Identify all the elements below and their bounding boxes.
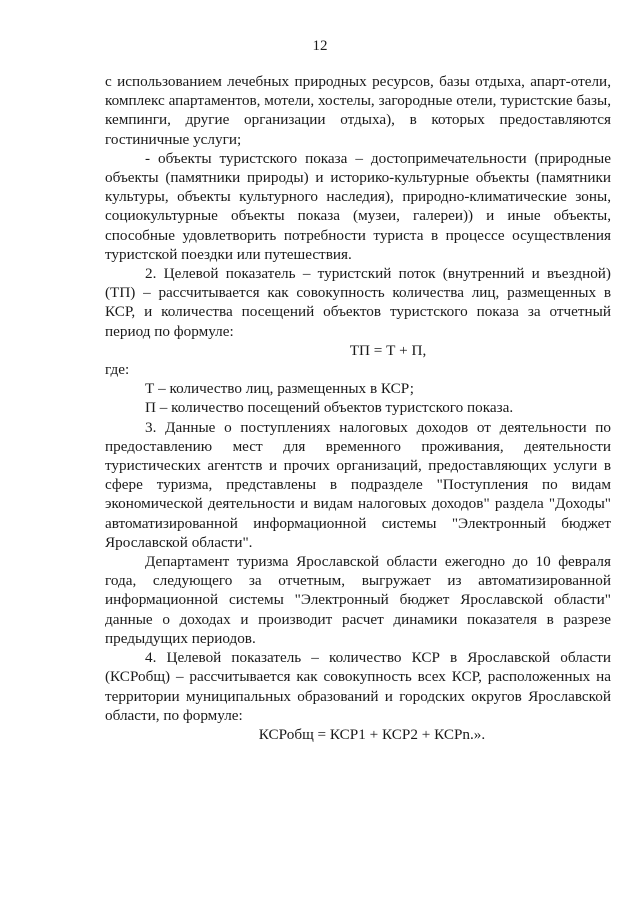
paragraph-department-upload: Департамент туризма Ярославской области ежегодно до 10 февраля года, следующего за отчетным, выгружает из автоматизированной информационной системы "Электронный бюджет Ярославской области" данные о доходах и производит расчет динамики показателя в разрезе предыдущих периодов. (105, 553, 611, 647)
where-label: где: (105, 361, 130, 379)
paragraph-tourist-objects: - объекты туристского показа – достопримечательности (природные объекты (памятники природы) и историко-культурные объекты (памятники культуры, объекты культурного наследия), природно-климатические зоны, социокультурные объекты показа (музеи, галереи)) и иные объекты, способные удовлетворить потребности туриста в процессе осуществления туристской поездки или путешествия. (105, 149, 611, 263)
paragraph-accommodation-continued: с использованием лечебных природных ресурсов, базы отдыха, апарт-отели, комплекс апартаментов, мотели, хостелы, загородные отели, туристские базы, кемпинги, другие организации отдыха), в которых предоставляются гостиничные услуги; (105, 73, 611, 148)
paragraph-indicator-tourist-flow: 2. Целевой показатель – туристский поток (внутренний и въездной) (ТП) – рассчитывается как совокупность количества лиц, размещенных в КСР, и количества посещений объектов туристского показа за отчетный период по формуле: (105, 265, 611, 340)
document-body (105, 72, 611, 744)
definition-t: Т – количество лиц, размещенных в КСР; (145, 380, 415, 398)
formula-tourist-flow: ТП = Т + П, (349, 341, 427, 359)
definition-p: П – количество посещений объектов туристского показа. (145, 399, 514, 417)
paragraph-indicator-ksr-count: 4. Целевой показатель – количество КСР в Ярославской области (КСРобщ) – рассчитывается как совокупность всех КСР, расположенных на территории муниципальных образований и городских округов Ярославской области, по формуле: (105, 649, 611, 724)
page-number: 12 (312, 38, 328, 54)
paragraph-tax-revenue-data: 3. Данные о поступлениях налоговых доходов от деятельности по предоставлению мест для временного проживания, деятельности туристических агентств и прочих организаций, предоставляющих услуги в сфере туризма, представлены в подразделе "Поступления по видам экономической деятельности и видам налоговых доходов" раздела "Доходы" автоматизированной информационной системы "Электронный бюджет Ярославской области". (105, 418, 611, 551)
formula-ksr-total: КСРобщ = КСР1 + КСР2 + КСРn.». (258, 725, 486, 743)
